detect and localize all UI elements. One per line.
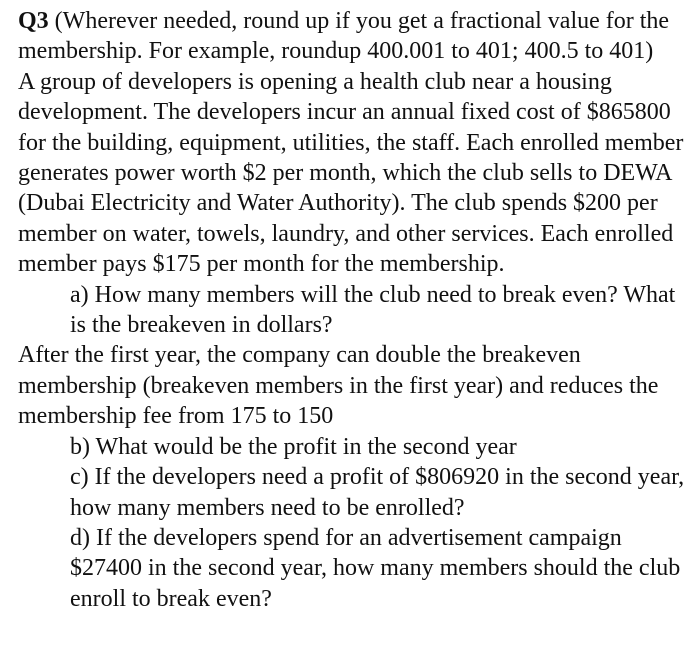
second-year-text: After the first year, the company can double the breakeven membership (breakeven members in the first year) and reduces the membership fee from 175 to 150 [18, 342, 659, 430]
part-d: d) If the developers spend for an advertisement campaign $27400 in the second year, how many members should the club enroll to break even? [70, 524, 681, 612]
part-b: b) What would be the profit in the second year [70, 433, 517, 460]
problem-intro: A group of developers is opening a health club near a housing development. The developers incur an annual fixed cost of $865800 for the building, equipment, utilities, the staff. Each enrolled member generates power worth $2 per month, which the club sells to DEWA (Dubai Electricity and Water Authority). The club spends $200 per member on water, towels, laundry, and other services. Each enrolled member pays $175 per month for the membership. [18, 68, 684, 278]
question-header [18, 6, 692, 67]
rounding-note: (Wherever needed, round up if you get a fractional value for the membership. For example, roundup 400.001 to 401; 400.5 to 401) [18, 8, 670, 65]
part-c: c) If the developers need a profit of $806920 in the second year, how many members need to be enrolled? [70, 464, 685, 521]
part-a: a) How many members will the club need to break even? What is the breakeven in dollars? [70, 281, 676, 339]
question-label: Q3 [18, 8, 49, 34]
